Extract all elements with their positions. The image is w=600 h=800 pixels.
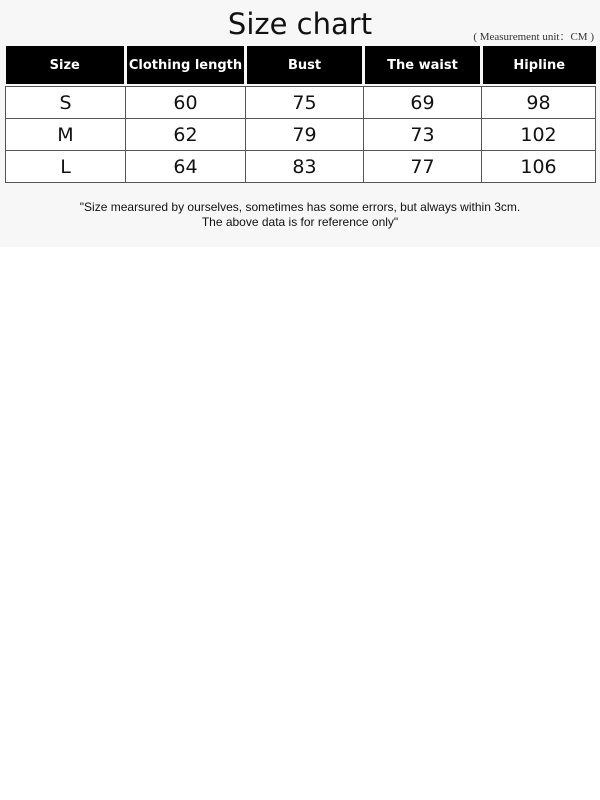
- size-chart-panel: [0, 0, 600, 247]
- table-cell: L: [6, 151, 126, 183]
- header-bust: Bust: [246, 46, 364, 84]
- size-table: [5, 46, 596, 183]
- disclaimer-line: The above data is for reference only": [201, 215, 399, 229]
- table-cell: 106: [482, 151, 596, 183]
- table-cell: 75: [246, 87, 364, 119]
- table-cell: 77: [364, 151, 482, 183]
- table-cell: 69: [364, 87, 482, 119]
- table-cell: S: [6, 87, 126, 119]
- header-hipline: Hipline: [482, 46, 596, 84]
- table-cell: 73: [364, 119, 482, 151]
- table-cell: 60: [126, 87, 246, 119]
- table-cell: 102: [482, 119, 596, 151]
- disclaimer-note: [0, 200, 600, 230]
- table-row: [6, 87, 596, 119]
- table-cell: 83: [246, 151, 364, 183]
- disclaimer-line: "Size mearsured by ourselves, sometimes has some errors, but always within 3cm.: [79, 200, 521, 214]
- header-waist: The waist: [364, 46, 482, 84]
- table-row: [6, 119, 596, 151]
- table-cell: 64: [126, 151, 246, 183]
- table-cell: 62: [126, 119, 246, 151]
- table-cell: M: [6, 119, 126, 151]
- page-title: Size chart: [227, 7, 373, 41]
- header-clothing-length: Clothing length: [126, 46, 246, 84]
- header-size: Size: [6, 46, 126, 84]
- measurement-unit-note: ( Measurement unit：CM ): [473, 31, 594, 43]
- table-cell: 98: [482, 87, 596, 119]
- table-row: [6, 151, 596, 183]
- table-cell: 79: [246, 119, 364, 151]
- header-row: [6, 46, 596, 84]
